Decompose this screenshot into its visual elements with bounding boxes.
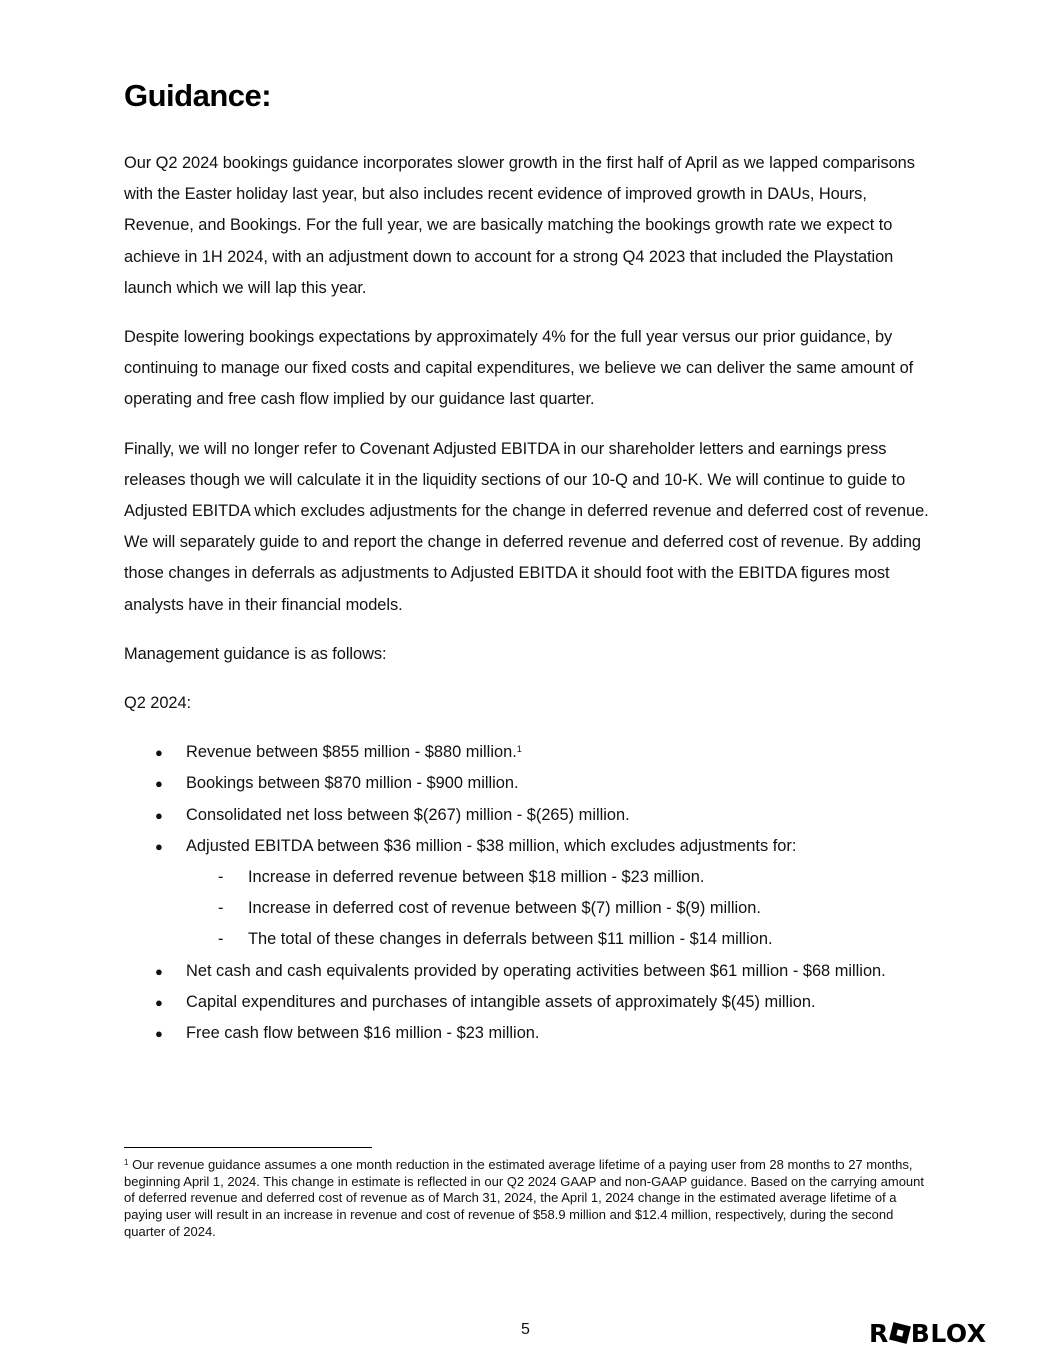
page-number: 5: [521, 1321, 530, 1338]
logo-letters-blox: BLOX: [910, 1318, 987, 1348]
list-item-free-cash-flow: [124, 1018, 936, 1049]
list-item-capex: [124, 987, 936, 1018]
sub-item-deferred-revenue: [186, 862, 936, 893]
list-item-text: Consolidated net loss between $(267) million - $(265) million.: [186, 805, 630, 824]
section-heading: Guidance:: [124, 78, 272, 113]
list-item-operating-cash: [124, 956, 936, 987]
footnote-ref[interactable]: 1: [516, 744, 522, 755]
list-item-text: Bookings between $870 million - $900 million.: [186, 774, 519, 793]
paragraph-ebitda-change: Finally, we will no longer refer to Covenant Adjusted EBITDA in our shareholder letters and earnings press releases though we will calculate it in the liquidity sections of our 10-Q and 10-K. We will continue to guide to Adjusted EBITDA which excludes adjustments for the change in deferred revenue and deferred cost of revenue. We will separately guide to and report the change in deferred revenue and deferred cost of revenue. By adding those changes in deferrals as adjustments to Adjusted EBITDA it should foot with the EBITDA figures most analysts have in their financial models.: [124, 439, 929, 614]
dash-icon: -: [218, 930, 224, 949]
list-item-text: Adjusted EBITDA between $36 million - $38 million, which excludes adjustments for:: [186, 836, 797, 855]
paragraph-outlook: Our Q2 2024 bookings guidance incorporates slower growth in the first half of April as we lapped comparisons with the Easter holiday last year, but also includes recent evidence of improved growth in DAUs, Hours, Revenue, and Bookings. For the full year, we are basically matching the bookings growth rate we expect to achieve in 1H 2024, with an adjustment down to account for a strong Q4 2023 that included the Playstation launch which we will lap this year.: [124, 154, 915, 297]
dash-icon: -: [218, 868, 224, 887]
list-item-net-loss: [124, 800, 936, 831]
footnote-marker: 1: [124, 1158, 129, 1167]
list-item-revenue: [124, 737, 936, 768]
list-item-text: Net cash and cash equivalents provided by operating activities between $61 million - $68 million.: [186, 961, 886, 980]
footnote: [124, 1157, 924, 1241]
bullet-icon: ●: [155, 776, 163, 792]
bullet-icon: ●: [155, 963, 163, 979]
logo-tilted-square-icon: [889, 1322, 911, 1344]
sub-item-total-deferrals: [186, 924, 936, 955]
paragraph-expectations: Despite lowering bookings expectations by approximately 4% for the full year versus our prior guidance, by continuing to manage our fixed costs and capital expenditures, we believe we can deliver the same amount of operating and free cash flow implied by our guidance last quarter.: [124, 328, 914, 409]
bullet-icon: ●: [155, 994, 163, 1010]
guidance-list: [124, 737, 936, 1049]
sub-item-deferred-cost: [186, 893, 936, 924]
bullet-icon: ●: [155, 1026, 163, 1042]
list-item-adjusted-ebitda: [124, 831, 936, 956]
footnote-text: Our revenue guidance assumes a one month reduction in the estimated average lifetime of a paying user from 28 months to 27 months, beginning April 1, 2024. This change in estimate is reflected in our Q2 2024 GAAP and non-GAAP guidance. Based on the carrying amount of deferred revenue and deferred cost of revenue as of March 31, 2024, the April 1, 2024 change in the estimated average lifetime of a paying user will result in an increase in revenue and cost of revenue of $58.9 million and $12.4 million, respectively, during the second quarter of 2024.: [124, 1157, 925, 1239]
period-label: Q2 2024:: [124, 694, 192, 713]
list-item-bookings: [124, 768, 936, 799]
logo-letter-r: R: [869, 1318, 889, 1348]
sub-item-text: Increase in deferred cost of revenue between $(7) million - $(9) million.: [248, 899, 761, 918]
list-item-text: Capital expenditures and purchases of intangible assets of approximately $(45) million.: [186, 992, 816, 1011]
roblox-logo: [869, 1320, 987, 1346]
bullet-icon: ●: [155, 745, 163, 761]
bullet-icon: ●: [155, 807, 163, 823]
sub-item-text: The total of these changes in deferrals between $11 million - $14 million.: [248, 930, 773, 949]
dash-icon: -: [218, 899, 224, 918]
paragraph-guidance-intro: Management guidance is as follows:: [124, 644, 387, 663]
body-text: [124, 148, 936, 1049]
sub-item-text: Increase in deferred revenue between $18 million - $23 million.: [248, 868, 705, 887]
footnote-divider: [124, 1147, 372, 1148]
bullet-icon: ●: [155, 838, 163, 854]
list-item-text: Revenue between $855 million - $880 million.: [186, 743, 517, 762]
list-item-text: Free cash flow between $16 million - $23 million.: [186, 1024, 540, 1043]
ebitda-adjustments-list: [186, 862, 936, 956]
